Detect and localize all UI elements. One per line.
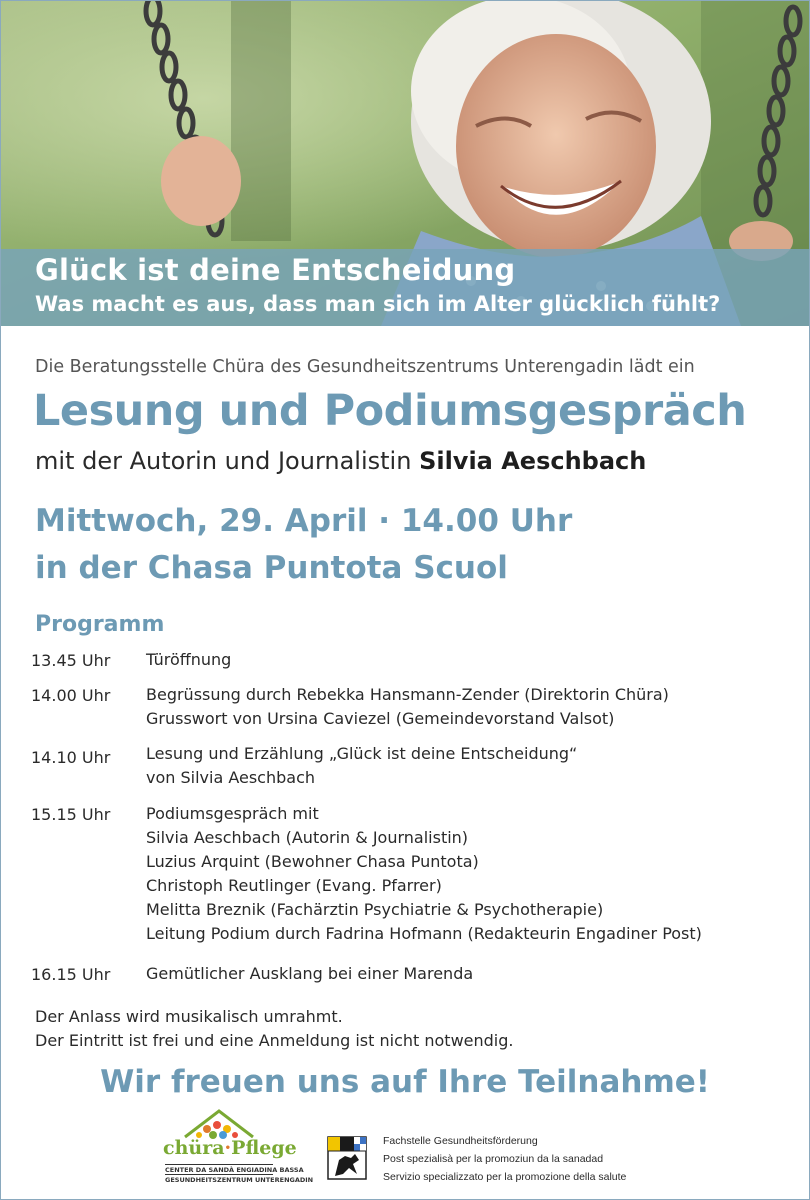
program-time: 15.15 Uhr [31,805,111,824]
event-venue: in der Chasa Puntota Scuol [35,550,508,586]
logo-brand-b: Pflege [231,1137,297,1159]
program-line: Melitta Breznik (Fachärztin Psychiatrie & Psychotherapie) [146,900,604,919]
closing-line: Wir freuen uns auf Ihre Teilnahme! [100,1064,710,1100]
event-subtitle [35,447,646,475]
program-line: Türöffnung [146,650,232,669]
graubuenden-crest-icon [327,1136,367,1180]
program-line: Begrüssung durch Rebekka Hansmann-Zender (Direktorin Chüra) [146,685,669,704]
health-office-line-1: Fachstelle Gesundheitsförderung [383,1135,538,1147]
program-line: Christoph Reutlinger (Evang. Pfarrer) [146,876,442,895]
program-line: Luzius Arquint (Bewohner Chasa Puntota) [146,852,479,871]
program-line: Lesung und Erzählung „Glück ist deine Entscheidung“ [146,744,578,763]
program-time: 16.15 Uhr [31,965,111,984]
program-item [146,683,669,731]
program-item [146,648,231,672]
event-title: Lesung und Podiumsgespräch [33,386,747,436]
program-item [146,742,577,790]
program-item [146,802,702,946]
logo-tagline-1: CENTER DA SANDÀ ENGIADINA BASSA [165,1166,304,1174]
chuera-pflege-logo [163,1107,314,1187]
program-time: 14.00 Uhr [31,686,111,705]
logo-divider [165,1164,273,1165]
program-item [146,962,473,986]
program-line: Gemütlicher Ausklang bei einer Marenda [146,964,474,983]
program-heading: Programm [35,612,165,637]
hero-subtitle: Was macht es aus, dass man sich im Alter glücklich fühlt? [35,292,721,316]
author-name: Silvia Aeschbach [419,447,647,475]
program-time: 14.10 Uhr [31,748,111,767]
health-office-line-2: Post spezialisà per la promoziun da la sanadad [383,1153,604,1165]
note-entry: Der Eintritt ist frei und eine Anmeldung ist nicht notwendig. [35,1031,514,1050]
note-music: Der Anlass wird musikalisch umrahmt. [35,1007,343,1026]
logo-roof-icon [163,1107,275,1141]
logo-brand-sep: · [224,1137,232,1159]
logo-divider [165,1174,273,1175]
health-office-line-3: Servizio specializzato per la promozione della salute [383,1171,627,1183]
event-date: Mittwoch, 29. April · 14.00 Uhr [35,503,573,539]
program-time: 13.45 Uhr [31,651,111,670]
invitation-line: Die Beratungsstelle Chüra des Gesundheitszentrums Unterengadin lädt ein [35,357,695,377]
hero-title: Glück ist deine Entscheidung [35,253,516,287]
logo-tagline-2: GESUNDHEITSZENTRUM UNTERENGADIN [165,1176,314,1184]
logo-brand-a: chüra [163,1137,225,1159]
logo-brand [163,1137,297,1159]
program-line: Grusswort von Ursina Caviezel (Gemeindevorstand Valsot) [146,709,615,728]
program-line: Podiumsgespräch mit [146,804,319,823]
program-line: von Silvia Aeschbach [146,768,316,787]
program-line: Silvia Aeschbach (Autorin & Journalistin) [146,828,469,847]
subtitle-prefix: mit der Autorin und Journalistin [35,447,420,475]
program-line: Leitung Podium durch Fadrina Hofmann (Redakteurin Engadiner Post) [146,924,702,943]
